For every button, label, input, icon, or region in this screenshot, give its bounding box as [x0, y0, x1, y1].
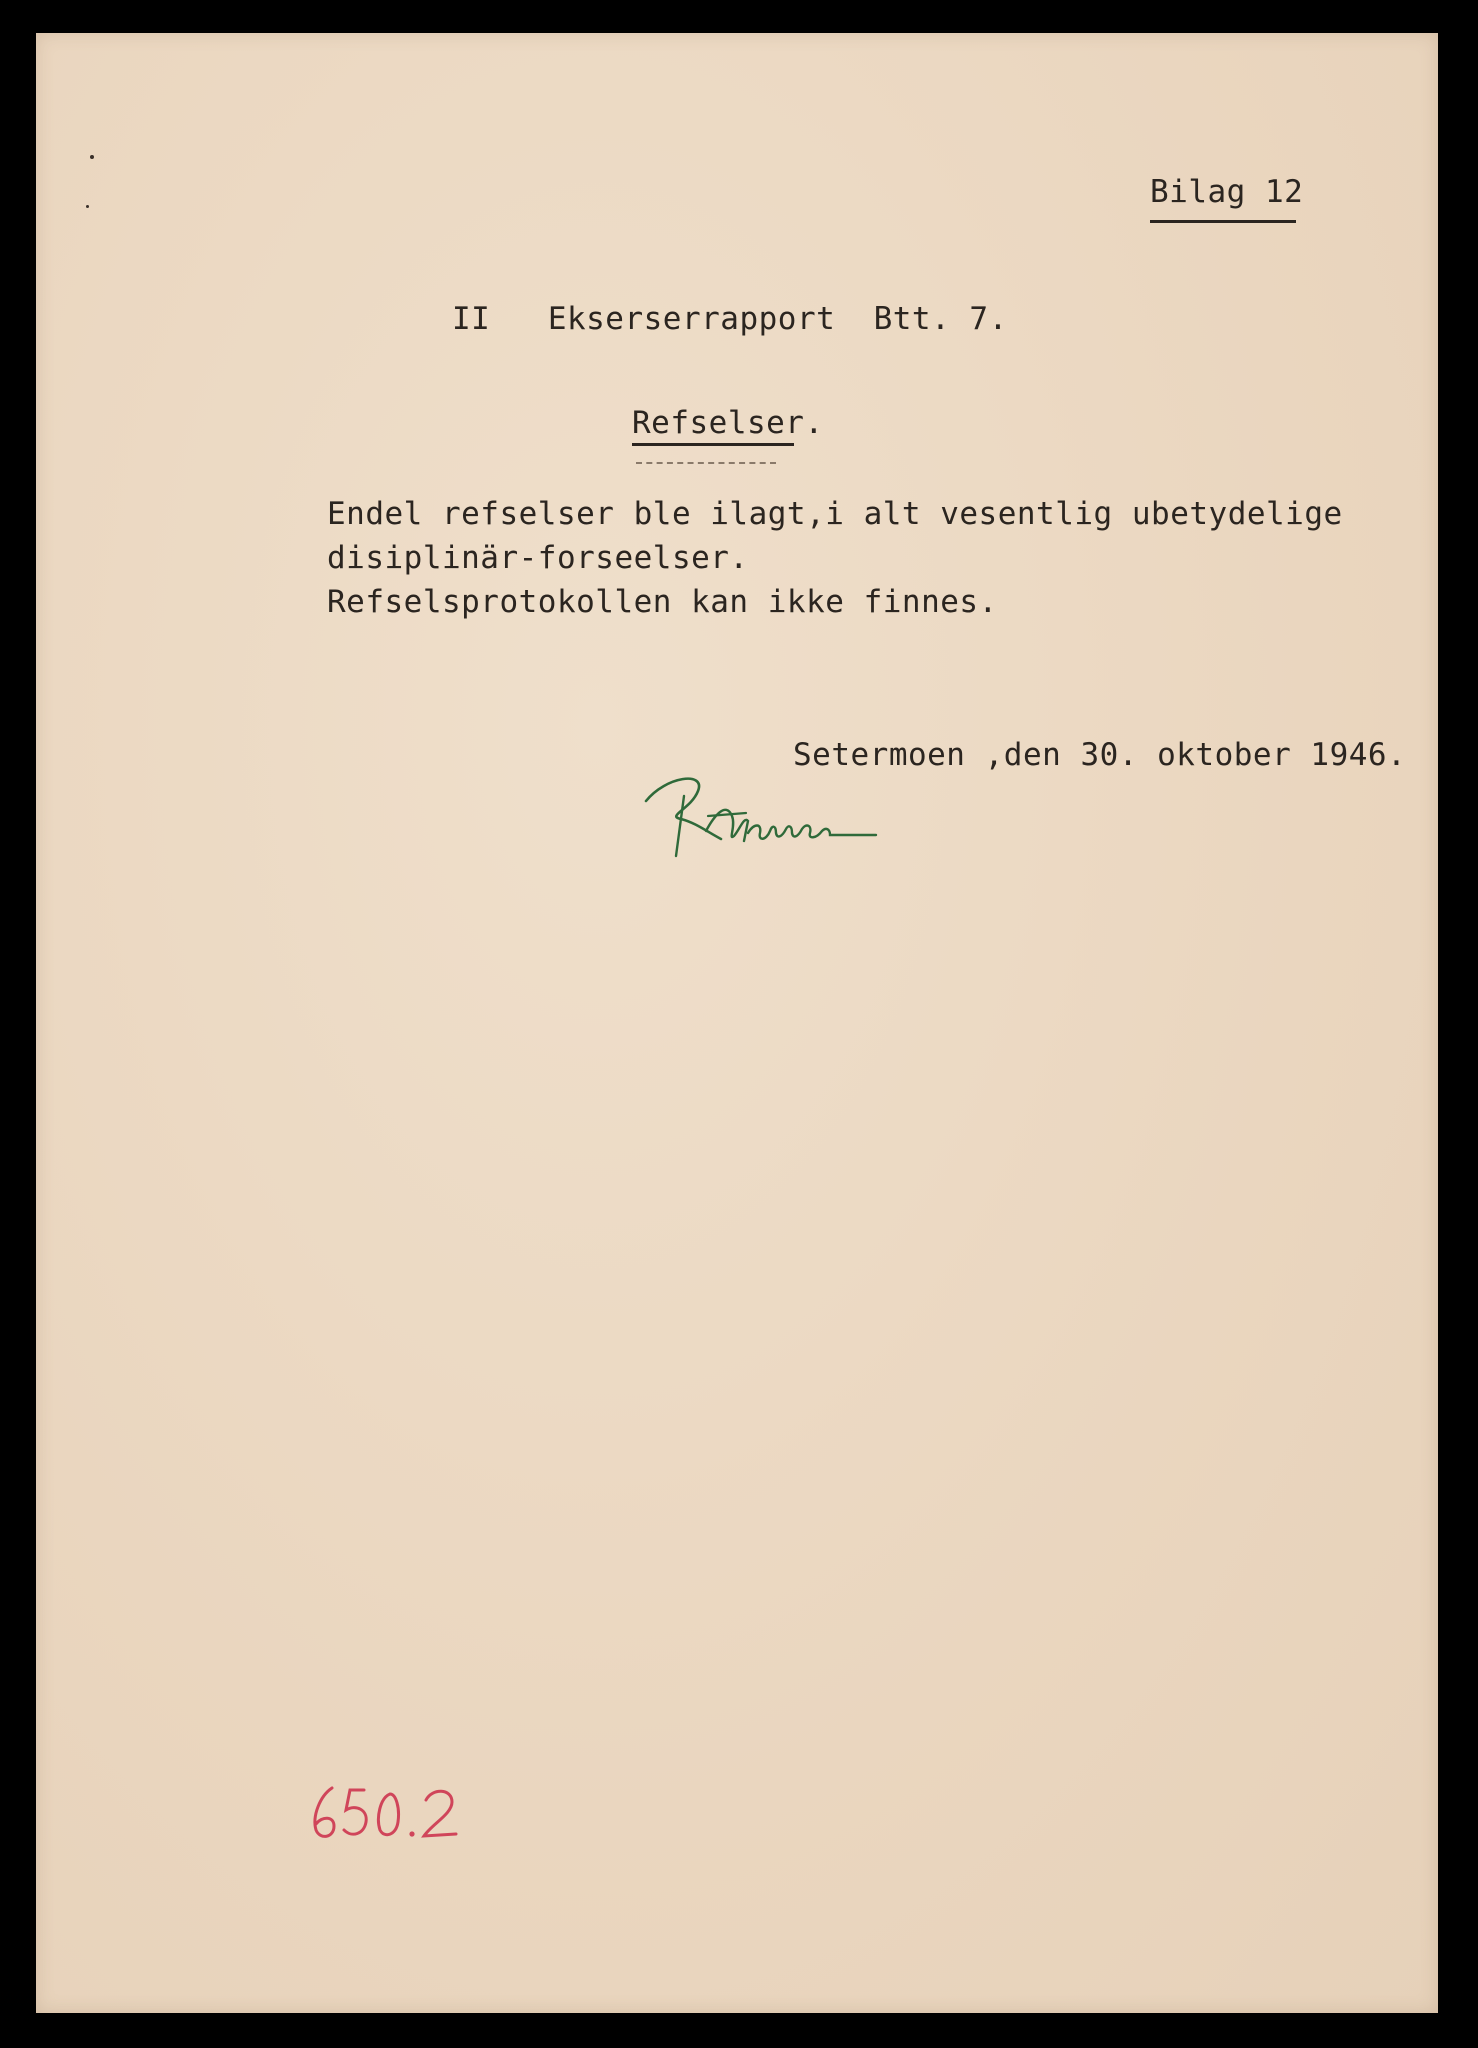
- body-line-3: Refselsprotokollen kan ikke finnes.: [327, 584, 998, 620]
- body-line-1: Endel refselser ble ilagt,i alt vesentlig ubetydelige: [327, 496, 1343, 532]
- paper-mark: [86, 205, 89, 208]
- document-page: [36, 33, 1438, 2013]
- archive-number: [306, 1778, 486, 1848]
- section-title-underline: [632, 443, 794, 446]
- attachment-label-underline: [1150, 220, 1296, 223]
- report-heading: II Ekserserrapport Btt. 7.: [452, 301, 1008, 337]
- section-title-dashed-rule: [636, 462, 776, 464]
- signature: [636, 761, 896, 871]
- attachment-label: Bilag 12: [1150, 174, 1304, 210]
- paper-mark: [90, 155, 94, 159]
- place-date: Setermoen ,den 30. oktober 1946.: [793, 737, 1407, 773]
- section-title: Refselser.: [632, 405, 824, 441]
- body-line-2: disiplinär-forseelser.: [327, 540, 749, 576]
